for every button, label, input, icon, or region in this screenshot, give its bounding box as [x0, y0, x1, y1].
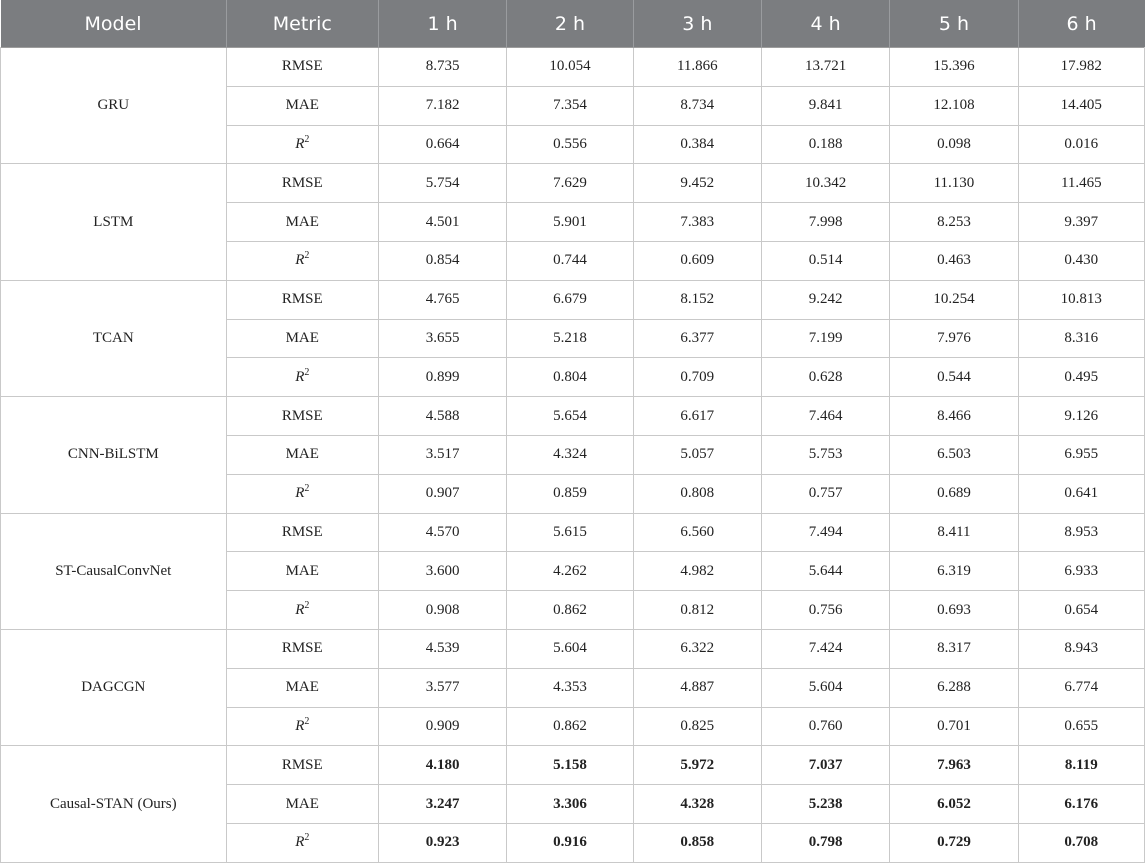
metric-r2-cell — [226, 241, 378, 280]
value-cell: 6.052 — [890, 785, 1018, 824]
value-cell: 8.411 — [890, 513, 1018, 552]
value-cell: 0.916 — [507, 823, 633, 862]
value-cell: 0.708 — [1018, 823, 1144, 862]
value-cell: 11.130 — [890, 164, 1018, 203]
value-cell: 0.744 — [507, 241, 633, 280]
value-cell: 14.405 — [1018, 86, 1144, 125]
value-cell: 6.955 — [1018, 435, 1144, 474]
metric-cell: MAE — [226, 552, 378, 591]
value-cell: 10.342 — [761, 164, 889, 203]
value-cell: 0.798 — [761, 823, 889, 862]
value-cell: 8.152 — [633, 280, 761, 319]
value-cell: 0.909 — [378, 707, 506, 746]
model-name-cell: DAGCGN — [1, 629, 227, 745]
value-cell: 4.539 — [378, 629, 506, 668]
value-cell: 5.238 — [761, 785, 889, 824]
metric-cell: MAE — [226, 203, 378, 242]
value-cell: 0.098 — [890, 125, 1018, 164]
value-cell: 6.322 — [633, 629, 761, 668]
value-cell: 0.808 — [633, 474, 761, 513]
value-cell: 0.907 — [378, 474, 506, 513]
value-cell: 7.998 — [761, 203, 889, 242]
metric-r2-cell — [226, 358, 378, 397]
value-cell: 5.604 — [507, 629, 633, 668]
metric-cell: RMSE — [226, 164, 378, 203]
value-cell: 8.253 — [890, 203, 1018, 242]
value-cell: 0.701 — [890, 707, 1018, 746]
table-row — [1, 48, 1145, 87]
table-row — [1, 280, 1145, 319]
table-row — [1, 746, 1145, 785]
value-cell: 7.037 — [761, 746, 889, 785]
table-row — [1, 513, 1145, 552]
value-cell: 0.908 — [378, 591, 506, 630]
metric-r2-symbol: R — [295, 485, 305, 502]
value-cell: 3.577 — [378, 668, 506, 707]
value-cell: 0.628 — [761, 358, 889, 397]
value-cell: 17.982 — [1018, 48, 1144, 87]
header-4h: 4 h — [761, 0, 889, 48]
model-name-cell: LSTM — [1, 164, 227, 280]
value-cell: 7.464 — [761, 397, 889, 436]
header-6h: 6 h — [1018, 0, 1144, 48]
header-2h: 2 h — [507, 0, 633, 48]
metric-cell: RMSE — [226, 397, 378, 436]
value-cell: 3.517 — [378, 435, 506, 474]
value-cell: 6.377 — [633, 319, 761, 358]
value-cell: 0.825 — [633, 707, 761, 746]
value-cell: 0.664 — [378, 125, 506, 164]
metric-r2-cell — [226, 591, 378, 630]
value-cell: 5.615 — [507, 513, 633, 552]
value-cell: 0.016 — [1018, 125, 1144, 164]
value-cell: 5.972 — [633, 746, 761, 785]
metric-r2-exponent: 2 — [304, 366, 310, 378]
value-cell: 5.654 — [507, 397, 633, 436]
model-name-cell: TCAN — [1, 280, 227, 396]
metric-r2-exponent: 2 — [304, 599, 310, 611]
metric-r2-exponent: 2 — [304, 250, 310, 262]
value-cell: 4.887 — [633, 668, 761, 707]
value-cell: 10.813 — [1018, 280, 1144, 319]
value-cell: 6.560 — [633, 513, 761, 552]
value-cell: 5.218 — [507, 319, 633, 358]
value-cell: 0.757 — [761, 474, 889, 513]
value-cell: 3.655 — [378, 319, 506, 358]
value-cell: 8.735 — [378, 48, 506, 87]
metric-cell: RMSE — [226, 746, 378, 785]
value-cell: 9.452 — [633, 164, 761, 203]
value-cell: 8.466 — [890, 397, 1018, 436]
value-cell: 13.721 — [761, 48, 889, 87]
value-cell: 9.242 — [761, 280, 889, 319]
metric-cell: MAE — [226, 435, 378, 474]
model-name-cell: CNN-BiLSTM — [1, 397, 227, 513]
value-cell: 6.933 — [1018, 552, 1144, 591]
value-cell: 0.756 — [761, 591, 889, 630]
value-cell: 9.841 — [761, 86, 889, 125]
metric-r2-symbol: R — [295, 368, 305, 385]
value-cell: 9.126 — [1018, 397, 1144, 436]
value-cell: 0.693 — [890, 591, 1018, 630]
value-cell: 7.629 — [507, 164, 633, 203]
table-body — [1, 48, 1145, 863]
value-cell: 6.319 — [890, 552, 1018, 591]
table-header — [1, 0, 1145, 48]
metric-r2-exponent: 2 — [304, 133, 310, 145]
metric-r2-symbol: R — [295, 834, 305, 851]
value-cell: 7.182 — [378, 86, 506, 125]
value-cell: 0.188 — [761, 125, 889, 164]
value-cell: 6.774 — [1018, 668, 1144, 707]
model-name-cell: ST-CausalConvNet — [1, 513, 227, 629]
value-cell: 0.899 — [378, 358, 506, 397]
value-cell: 0.854 — [378, 241, 506, 280]
value-cell: 10.054 — [507, 48, 633, 87]
value-cell: 0.858 — [633, 823, 761, 862]
value-cell: 0.463 — [890, 241, 1018, 280]
metric-r2-exponent: 2 — [304, 832, 310, 844]
value-cell: 4.262 — [507, 552, 633, 591]
header-model: Model — [1, 0, 227, 48]
header-5h: 5 h — [890, 0, 1018, 48]
model-name-cell: Causal-STAN (Ours) — [1, 746, 227, 862]
value-cell: 0.729 — [890, 823, 1018, 862]
value-cell: 0.514 — [761, 241, 889, 280]
value-cell: 4.353 — [507, 668, 633, 707]
value-cell: 3.600 — [378, 552, 506, 591]
value-cell: 4.501 — [378, 203, 506, 242]
header-1h: 1 h — [378, 0, 506, 48]
metric-r2-symbol: R — [295, 252, 305, 269]
value-cell: 11.465 — [1018, 164, 1144, 203]
value-cell: 7.383 — [633, 203, 761, 242]
value-cell: 0.641 — [1018, 474, 1144, 513]
metric-r2-exponent: 2 — [304, 483, 310, 495]
value-cell: 0.812 — [633, 591, 761, 630]
table-row — [1, 397, 1145, 436]
value-cell: 4.324 — [507, 435, 633, 474]
header-metric: Metric — [226, 0, 378, 48]
value-cell: 5.057 — [633, 435, 761, 474]
value-cell: 0.923 — [378, 823, 506, 862]
value-cell: 0.655 — [1018, 707, 1144, 746]
metric-cell: MAE — [226, 86, 378, 125]
value-cell: 6.503 — [890, 435, 1018, 474]
metric-r2-cell — [226, 474, 378, 513]
metric-r2-cell — [226, 823, 378, 862]
metric-cell: RMSE — [226, 48, 378, 87]
value-cell: 7.494 — [761, 513, 889, 552]
metric-r2-symbol: R — [295, 717, 305, 734]
value-cell: 6.617 — [633, 397, 761, 436]
metric-r2-cell — [226, 707, 378, 746]
value-cell: 5.158 — [507, 746, 633, 785]
value-cell: 0.609 — [633, 241, 761, 280]
value-cell: 0.859 — [507, 474, 633, 513]
value-cell: 0.862 — [507, 591, 633, 630]
metric-cell: MAE — [226, 785, 378, 824]
value-cell: 3.306 — [507, 785, 633, 824]
value-cell: 9.397 — [1018, 203, 1144, 242]
value-cell: 5.753 — [761, 435, 889, 474]
value-cell: 15.396 — [890, 48, 1018, 87]
value-cell: 6.288 — [890, 668, 1018, 707]
value-cell: 4.588 — [378, 397, 506, 436]
value-cell: 0.430 — [1018, 241, 1144, 280]
model-name-cell: GRU — [1, 48, 227, 164]
value-cell: 7.354 — [507, 86, 633, 125]
value-cell: 8.316 — [1018, 319, 1144, 358]
value-cell: 3.247 — [378, 785, 506, 824]
value-cell: 4.570 — [378, 513, 506, 552]
header-row — [1, 0, 1145, 48]
value-cell: 0.760 — [761, 707, 889, 746]
metric-r2-cell — [226, 125, 378, 164]
table-row — [1, 164, 1145, 203]
value-cell: 4.328 — [633, 785, 761, 824]
value-cell: 5.644 — [761, 552, 889, 591]
metric-r2-symbol: R — [295, 135, 305, 152]
value-cell: 0.709 — [633, 358, 761, 397]
metric-cell: MAE — [226, 319, 378, 358]
value-cell: 7.424 — [761, 629, 889, 668]
value-cell: 0.654 — [1018, 591, 1144, 630]
value-cell: 8.317 — [890, 629, 1018, 668]
value-cell: 4.982 — [633, 552, 761, 591]
value-cell: 8.953 — [1018, 513, 1144, 552]
value-cell: 0.384 — [633, 125, 761, 164]
value-cell: 0.689 — [890, 474, 1018, 513]
value-cell: 5.901 — [507, 203, 633, 242]
value-cell: 8.943 — [1018, 629, 1144, 668]
value-cell: 7.963 — [890, 746, 1018, 785]
value-cell: 6.679 — [507, 280, 633, 319]
metric-r2-symbol: R — [295, 601, 305, 618]
value-cell: 8.119 — [1018, 746, 1144, 785]
value-cell: 0.862 — [507, 707, 633, 746]
value-cell: 7.199 — [761, 319, 889, 358]
value-cell: 0.544 — [890, 358, 1018, 397]
value-cell: 4.765 — [378, 280, 506, 319]
value-cell: 8.734 — [633, 86, 761, 125]
value-cell: 6.176 — [1018, 785, 1144, 824]
value-cell: 0.495 — [1018, 358, 1144, 397]
value-cell: 12.108 — [890, 86, 1018, 125]
header-3h: 3 h — [633, 0, 761, 48]
metric-cell: RMSE — [226, 629, 378, 668]
value-cell: 0.804 — [507, 358, 633, 397]
value-cell: 7.976 — [890, 319, 1018, 358]
value-cell: 11.866 — [633, 48, 761, 87]
value-cell: 10.254 — [890, 280, 1018, 319]
metric-r2-exponent: 2 — [304, 715, 310, 727]
metric-cell: RMSE — [226, 280, 378, 319]
value-cell: 0.556 — [507, 125, 633, 164]
table-row — [1, 629, 1145, 668]
value-cell: 5.604 — [761, 668, 889, 707]
metric-cell: MAE — [226, 668, 378, 707]
metric-cell: RMSE — [226, 513, 378, 552]
value-cell: 4.180 — [378, 746, 506, 785]
value-cell: 5.754 — [378, 164, 506, 203]
